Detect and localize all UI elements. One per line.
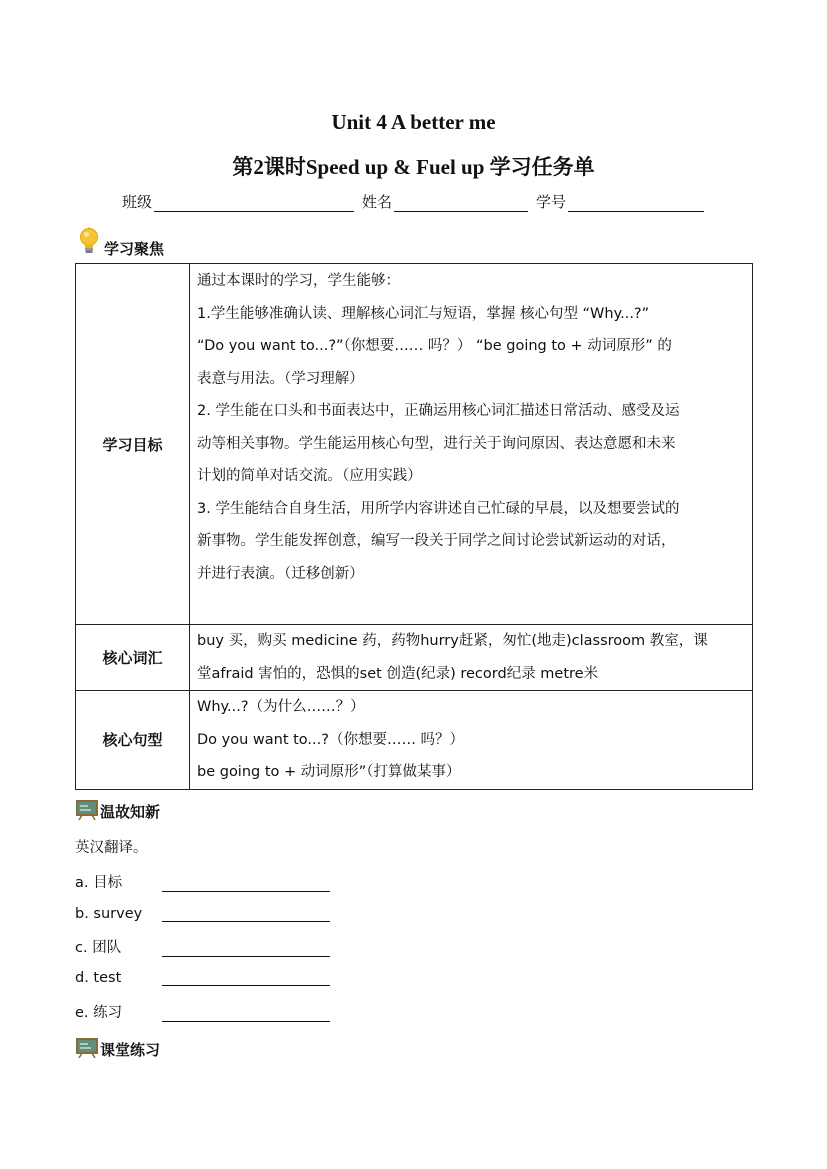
goal-line: 3. 学生能结合自身生活，用所学内容讲述自己忙碌的早晨，以及想要尝试的 (197, 500, 680, 517)
review-heading: 温故知新 (76, 797, 160, 822)
answer-blank[interactable] (162, 939, 330, 957)
goal-line: 并进行表演。（迁移创新） (197, 565, 364, 582)
goal-line: 计划的简单对话交流。（应用实践） (197, 468, 422, 484)
answer-blank[interactable] (162, 904, 330, 922)
review-item (75, 871, 330, 892)
goal-line: 动等相关事物。学生能运用核心句型，进行关于询问原因、表达意愿和未来 (197, 435, 676, 452)
review-item (75, 1001, 330, 1022)
goal-line: 1.学生能够准确认读、理解核心词汇与短语，掌握 核心句型 “Why...?” (197, 305, 650, 322)
review-item-label: a. 目标 (75, 875, 123, 891)
goal-line: 2. 学生能在口头和书面表达中，正确运用核心词汇描述日常活动、感受及运 (197, 403, 680, 419)
name-blank[interactable] (394, 193, 528, 212)
goal-line: 新事物。学生能发挥创意，编写一段关于同学之间讨论尝试新运动的对话， (197, 533, 676, 549)
goals-cell (190, 264, 753, 625)
blackboard-icon (76, 1038, 98, 1058)
page-title: Unit 4 A better me (331, 110, 496, 134)
review-item-label: b. survey (75, 906, 143, 922)
practice-heading: 课堂练习 (76, 1035, 160, 1060)
number-blank[interactable] (568, 193, 704, 212)
pattern-line: Why...?（为什么……？） (197, 699, 365, 715)
review-item-label: e. 练习 (75, 1005, 123, 1021)
class-label: 班级 (122, 193, 153, 211)
review-item (75, 904, 330, 922)
answer-blank[interactable] (162, 1004, 330, 1022)
goal-line: “Do you want to...?”（你想要…… 吗？） “be going to + 动词原形” 的 (197, 338, 672, 354)
answer-blank[interactable] (162, 874, 330, 892)
goal-line: 通过本课时的学习，学生能够： (197, 273, 400, 289)
review-item-label: c. 团队 (75, 940, 122, 956)
class-blank[interactable] (154, 193, 354, 212)
focus-heading: 学习聚焦 (78, 224, 164, 259)
blackboard-icon (76, 800, 98, 820)
vocab-line: 堂afraid 害怕的，恐惧的set 创造(纪录) record纪录 metre米 (197, 665, 599, 682)
answer-blank[interactable] (162, 968, 330, 986)
patterns-cell (190, 691, 753, 790)
review-item (75, 936, 330, 957)
pattern-line: be going to + 动词原形”（打算做某事） (197, 764, 461, 780)
vocab-label: 核心词汇 (76, 625, 190, 691)
patterns-label: 核心句型 (76, 691, 190, 790)
number-label: 学号 (536, 193, 567, 211)
review-instruction: 英汉翻译。 (75, 840, 148, 856)
page-subtitle: 第2课时Speed up & Fuel up 学习任务单 (232, 155, 595, 179)
goal-line: 表意与用法。（学习理解） (197, 370, 364, 387)
lightbulb-icon (78, 227, 100, 257)
focus-table (75, 263, 753, 790)
review-item-label: d. test (75, 970, 122, 986)
vocab-cell (190, 625, 753, 691)
goals-label: 学习目标 (76, 264, 190, 625)
vocab-line: buy 买，购买 medicine 药，药物hurry赶紧，匆忙(地走)classroom 教室，课 (197, 633, 708, 649)
student-info-row (122, 191, 704, 212)
pattern-line: Do you want to...?（你想要…… 吗？） (197, 731, 465, 748)
name-label: 姓名 (362, 193, 393, 211)
review-item (75, 968, 330, 986)
